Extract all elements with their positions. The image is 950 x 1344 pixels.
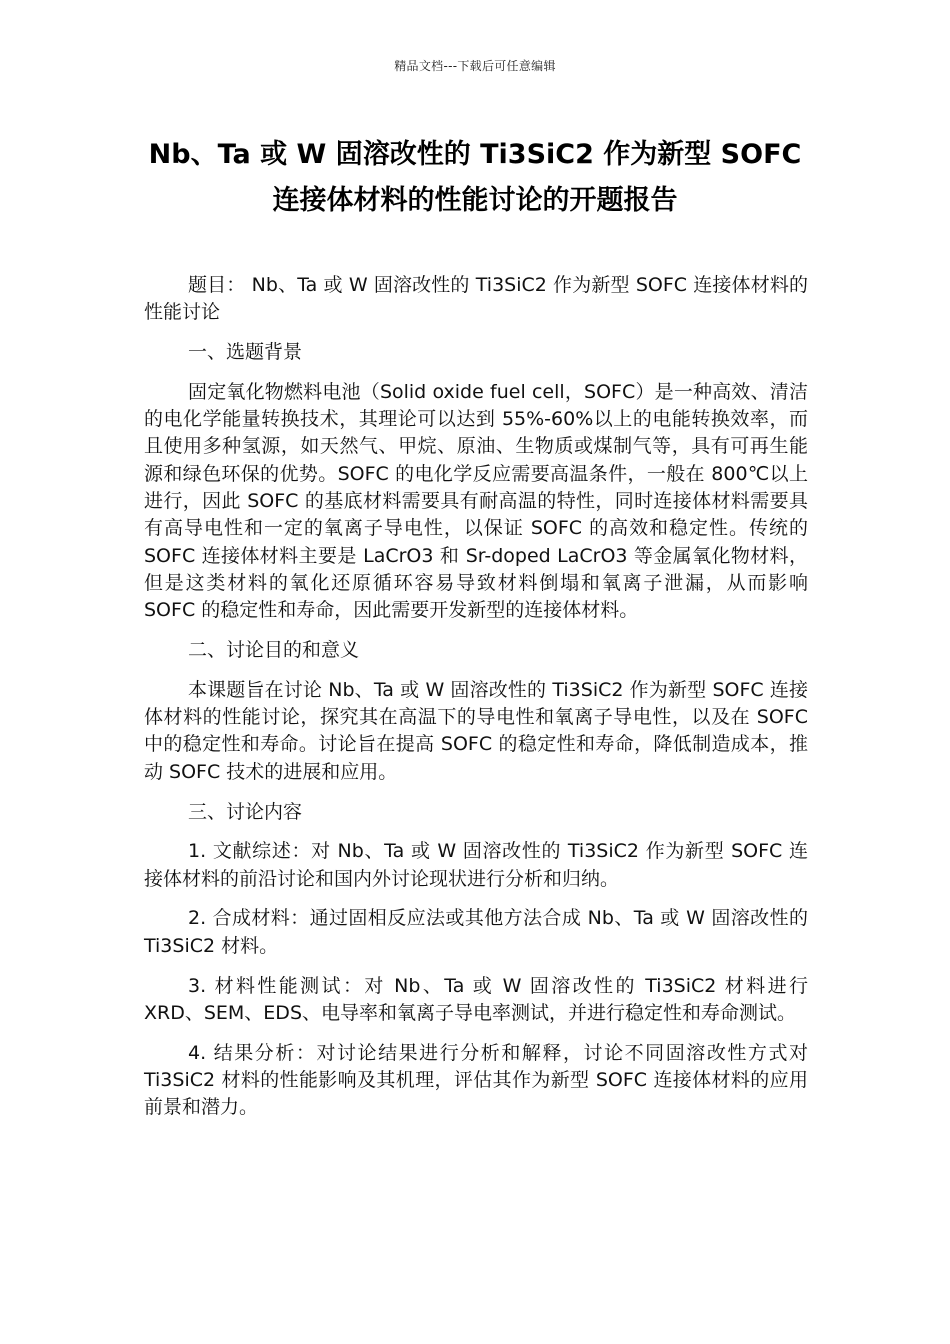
- document-title: [120, 132, 830, 224]
- section-heading-content: 三、讨论内容: [188, 800, 303, 823]
- purpose-paragraph: 本课题旨在讨论 Nb、Ta 或 W 固溶改性的 Ti3SiC2 作为新型 SOFC 连接体材料的性能讨论，探究其在高温下的导电性和氧离子导电性，以及在 SOFC 中的稳定性和寿命。讨论旨在提高 SOFC 的稳定性和寿命，降低制造成本，推动 SOFC 技术的进展和应用。: [144, 678, 808, 783]
- title-line-2: 连接体材料的性能讨论的开题报告: [272, 185, 678, 216]
- section-heading-background: 一、选题背景: [188, 341, 303, 364]
- background-paragraph: 固定氧化物燃料电池（Solid oxide fuel cell，SOFC）是一种高效、清洁的电化学能量转换技术，其理论可以达到 55%-60%以上的电能转换效率，而且使用多种氢源，如天然气、甲烷、原油、生物质或煤制气等，具有可再生能源和绿色环保的优势。SOFC 的电化学反应需要高温条件，一般在 800℃以上进行，因此 SOFC 的基底材料需要具有耐高温的特性，同时连接体材料需要具有高导电性和一定的氧离子导电性，以保证 SOFC 的高效和稳定性。传统的 SOFC 连接体材料主要是 LaCrO3 和 Sr-doped LaCrO3 等金属氧化物材料，但是这类材料的氧化还原循环容易导致材料倒塌和氧离子泄漏，从而影响 SOFC 的稳定性和寿命，因此需要开发新型的连接体材料。: [144, 380, 808, 622]
- document-body: [144, 272, 808, 1134]
- section-heading-purpose: 二、讨论目的和意义: [188, 639, 360, 662]
- content-item-4: 4. 结果分析：对讨论结果进行分析和解释，讨论不同固溶改性方式对 Ti3SiC2 材料的性能影响及其机理，评估其作为新型 SOFC 连接体材料的应用前景和潜力。: [144, 1041, 808, 1119]
- content-item-2: 2. 合成材料：通过固相反应法或其他方法合成 Nb、Ta 或 W 固溶改性的 Ti3SiC2 材料。: [144, 907, 808, 957]
- topic-paragraph: 题目： Nb、Ta 或 W 固溶改性的 Ti3SiC2 作为新型 SOFC 连接体材料的性能讨论: [144, 274, 808, 324]
- title-line-1: Nb、Ta 或 W 固溶改性的 Ti3SiC2 作为新型 SOFC: [148, 139, 802, 170]
- content-item-3: 3. 材料性能测试：对 Nb、Ta 或 W 固溶改性的 Ti3SiC2 材料进行 XRD、SEM、EDS、电导率和氧离子导电率测试，并进行稳定性和寿命测试。: [144, 974, 808, 1024]
- content-item-1: 1. 文献综述：对 Nb、Ta 或 W 固溶改性的 Ti3SiC2 作为新型 SOFC 连接体材料的前沿讨论和国内外讨论现状进行分析和归纳。: [144, 840, 808, 890]
- header-note: 精品文档---下载后可任意编辑: [394, 59, 556, 73]
